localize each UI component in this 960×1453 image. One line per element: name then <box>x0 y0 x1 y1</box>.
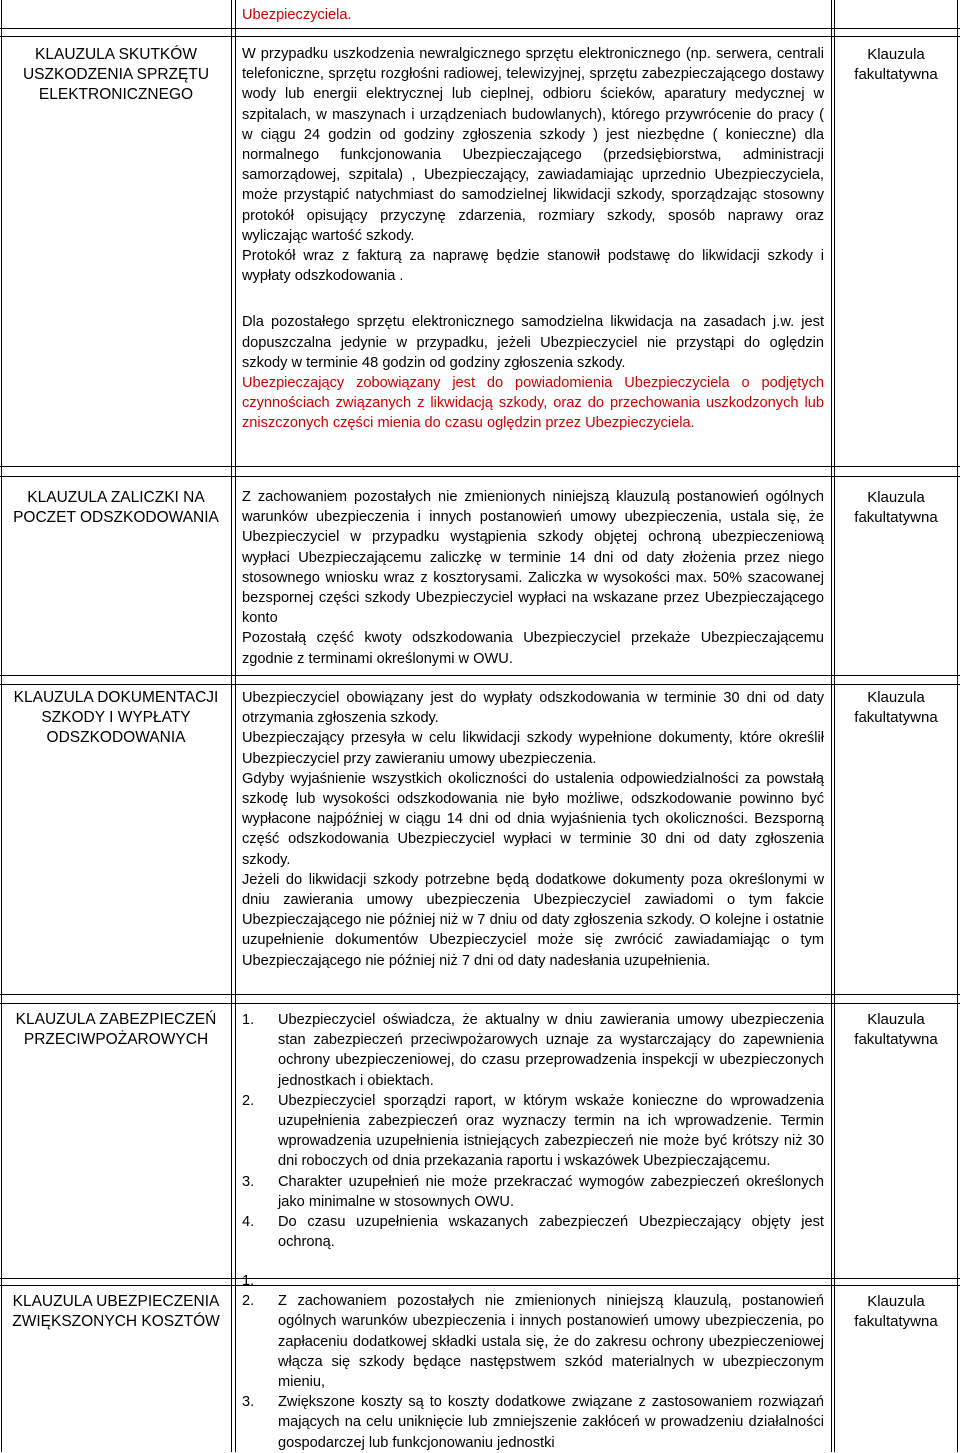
column-divider <box>834 0 835 1452</box>
list-text: Do czasu uzupełnienia wskazanych zabezpieczeń Ubezpieczający objęty jest ochroną. <box>278 1214 824 1251</box>
table-border-left <box>1 0 2 1452</box>
list-item <box>242 1091 824 1172</box>
row-divider <box>0 466 960 467</box>
list-number: 3. <box>242 1394 255 1411</box>
list-item <box>242 1172 824 1212</box>
row-divider <box>0 36 960 37</box>
list-number: 3. <box>242 1173 255 1190</box>
column-divider <box>235 0 236 1452</box>
clause-paragraph: Protokół wraz z fakturą za naprawę będzie stanowił podstawę do likwidacji szkody i wypłaty odszkodowania . <box>242 248 824 285</box>
row-divider <box>0 28 960 29</box>
continued-text: Ubezpieczyciela. <box>242 7 352 23</box>
list-item <box>242 1392 824 1453</box>
clause-type: Klauzula fakultatywna <box>854 1011 938 1048</box>
column-divider <box>231 0 232 1452</box>
clause-title: KLAUZULA ZABEZPIECZEŃ PRZECIWPOŻAROWYCH <box>15 1011 217 1048</box>
clause-type: Klauzula fakultatywna <box>854 46 938 83</box>
clause-title: KLAUZULA ZALICZKI NA POCZET ODSZKODOWANIA <box>13 489 219 526</box>
clause-type: Klauzula fakultatywna <box>854 489 938 526</box>
list-text: Ubezpieczyciel sporządzi raport, w którym wskaże konieczne do wprowadzenia uzupełnienia zabezpieczeń oraz wyznaczy termin na ich wprowadzenie. Termin wprowadzenia uzupełnienia istniejących zabezpieczeń nie może być krótszy niż 30 dni roboczych od dnia przekazania raportu i wskazówek Ubezpieczającemu. <box>278 1092 824 1170</box>
clause-paragraph: Jeżeli do likwidacji szkody potrzebne będą dodatkowe dokumenty poza określonymi w dniu zawierania umowy ubezpieczenia Ubezpieczyciel zawiadomi o tym fakcie Ubezpieczającego nie później niż w 7 dniu od daty zgłoszenia szkody. O kolejne i ostatnie uzupełnienie dokumentów Ubezpieczyciel może się zwrócić zawiadamiając o tym Ubezpieczającego nie później niż 7 dni od daty nadesłania uzupełnienia. <box>242 871 824 969</box>
clause-type: Klauzula fakultatywna <box>854 689 938 726</box>
list-number: 2. <box>242 1293 255 1310</box>
column-divider <box>831 0 832 1452</box>
row-divider <box>0 994 960 995</box>
clause-body <box>242 1271 824 1453</box>
list-item <box>242 1010 824 1091</box>
clause-paragraph: Dla pozostałego sprzętu elektronicznego samodzielna likwidacja na zasadach j.w. jest dopuszczalna jedynie w przypadku, jeżeli Ubezpieczyciel nie przystąpi do oględzin szkody w terminie 48 godzin od godziny zgłoszenia szkody. <box>242 314 824 371</box>
list-text: Charakter uzupełnień nie może przekraczać wymogów zabezpieczeń określonych jako minimalne w stosownych OWU. <box>278 1173 824 1210</box>
clause-paragraph: Gdyby wyjaśnienie wszystkich okoliczności do ustalenia odpowiedzialności za powstałą szkodę lub wysokości odszkodowania nie było możliwe, odszkodowanie powinno być wypłacone najpóźniej w ciągu 14 dni od dnia wyjaśnienia tych okoliczności. Bezsporną część odszkodowania Ubezpieczyciel wypłaci w terminie 30 dni od daty zgłoszenia szkody. <box>242 770 824 868</box>
clause-title: KLAUZULA DOKUMENTACJI SZKODY I WYPŁATY ODSZKODOWANIA <box>13 689 219 746</box>
clause-body <box>242 1010 824 1252</box>
clause-type: Klauzula fakultatywna <box>854 1293 938 1330</box>
list-item <box>242 1291 824 1392</box>
clause-paragraph: Ubezpieczający przesyła w celu likwidacji szkody wypełnione dokumenty, które określił Ubezpieczyciel przy zawieraniu umowy ubezpieczenia. <box>242 730 824 767</box>
clause-paragraph: W przypadku uszkodzenia newralgicznego sprzętu elektronicznego (np. serwera, centrali telefoniczne, sprzętu rozgłośni radiowej, telewizyjnej, sprzętu zabezpieczającego dostawy wody lub energii elektrycznej lub cieplnej, odbioru ścieków, aparatury medycznej w szpitalach, w maszynach i urządzeniach budowlanych), którego przywrócenie do pracy ( w ciągu 24 godzin od godziny zgłoszenia szkody ) jest niezbędne ( konieczne) dla normalnego funkcjonowania Ubezpieczającego (przedsiębiorstwa, administracji samorządowej, szpitala) , Ubezpieczający, zawiadamiając uprzednio Ubezpieczyciela, może przystąpić natychmiast do samodzielnej likwidacji szkody, sporządzając stosowny protokół opisujący przyczynę zdarzenia, rozmiary szkody, sposób naprawy oraz wyliczając wartość szkody. <box>242 46 824 244</box>
clause-body <box>242 44 824 434</box>
row-divider <box>0 476 960 477</box>
list-number: 2. <box>242 1092 255 1109</box>
row-divider <box>0 1003 960 1004</box>
clause-paragraph: Pozostałą część kwoty odszkodowania Ubezpieczyciel przekaże Ubezpieczającemu zgodnie z terminami określonymi w OWU. <box>242 630 824 667</box>
clause-paragraph: Ubezpieczający zobowiązany jest do powiadomienia Ubezpieczyciela o podjętych czynnościach związanych z likwidacją szkody, oraz do przechowania uszkodzonych lub zniszczonych części mienia do czasu oględzin przez Ubezpieczyciela. <box>242 375 824 432</box>
list-number: 1. <box>242 1012 255 1028</box>
clause-title: KLAUZULA UBEZPIECZENIA ZWIĘKSZONYCH KOSZTÓW <box>12 1293 220 1330</box>
row-divider <box>0 675 960 676</box>
list-item <box>242 1271 824 1291</box>
clause-paragraph: Ubezpieczyciel obowiązany jest do wypłaty odszkodowania w terminie 30 dni od daty otrzymania zgłoszenia szkody. <box>242 690 824 727</box>
list-number: 1. <box>242 1273 255 1289</box>
list-item <box>242 1212 824 1252</box>
clause-body <box>242 487 824 669</box>
row-divider <box>0 684 960 685</box>
list-text: Zwiększone koszty są to koszty dodatkowe związane z zastosowaniem rozwiązań mających na celu uniknięcie lub zmniejszenie zakłóceń w prowadzeniu działalności gospodarczej lub funkcjonowaniu jednostki <box>278 1394 824 1451</box>
table-border-right <box>957 0 958 1452</box>
list-text: Z zachowaniem pozostałych nie zmienionych niniejszą klauzulą, postanowień ogólnych warunków ubezpieczenia i innych postanowień umowy ubezpieczenia, po zapłaceniu dodatkowej składki ustala się, że do zakresu ochrony ubezpieczeniowej włącza się szkody będące następstwem szkód materialnych w ubezpieczonym mieniu, <box>278 1293 824 1391</box>
list-text: Ubezpieczyciel oświadcza, że aktualny w dniu zawierania umowy ubezpieczenia stan zabezpieczeń przeciwpożarowych uznaje za wystarczający do zapewnienia ochrony ubezpieczeniowej, do czasu przeprowadzenia inspekcji w ubezpieczonych jednostkach i obiektach. <box>278 1012 824 1089</box>
clause-title: KLAUZULA SKUTKÓW USZKODZENIA SPRZĘTU ELEKTRONICZNEGO <box>22 46 210 103</box>
clause-paragraph: Z zachowaniem pozostałych nie zmienionych niniejszą klauzulą postanowień ogólnych warunków ubezpieczenia i innych postanowień umowy ubezpieczenia, ustala się, że Ubezpieczyciel w przypadku wystąpienia szkody objętej ochroną ubezpieczeniową wypłaci Ubezpieczającemu zaliczkę w terminie 14 dni od daty złożenia przez niego stosownego wniosku wraz z kosztorysami. Zaliczka w wysokości max. 50% szacowanej bezspornej części szkody Ubezpieczyciel wypłaci na wskazane przez Ubezpieczającego konto <box>242 489 824 627</box>
list-number: 4. <box>242 1214 255 1231</box>
clause-body <box>242 688 824 971</box>
